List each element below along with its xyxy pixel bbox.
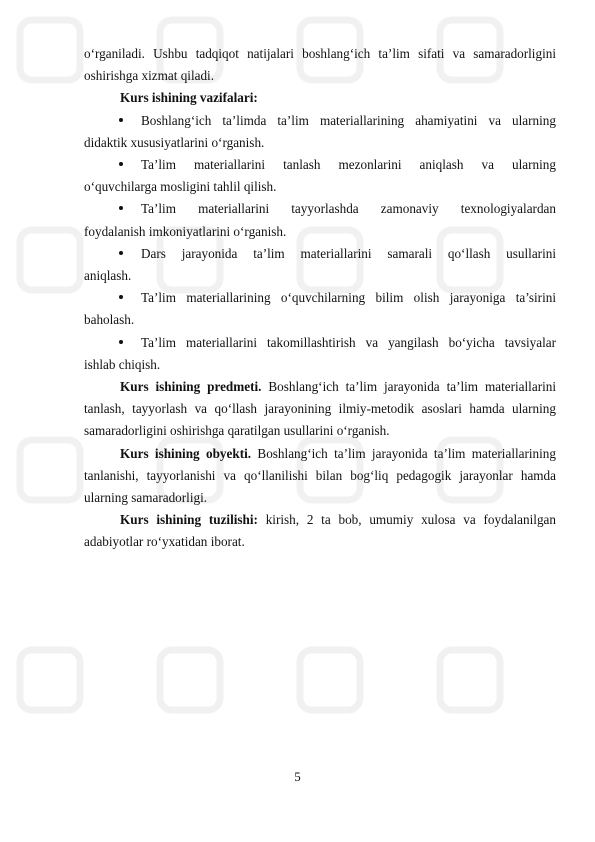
task-item-4 [84, 243, 556, 287]
task-item-1 [84, 110, 556, 154]
subject-text: Boshlang‘ich ta’lim jarayonida ta’lim materiallarini tanlash, tayyorlash va qo‘llash jarayonining ilmiy-metodik asoslari hamda ularning samaradorligini oshirishga qaratilgan usullarini o‘rganish. [84, 379, 557, 439]
bullet-icon [119, 162, 123, 166]
task-line-continued: aniqlash. [84, 268, 132, 284]
page-number: 5 [294, 769, 301, 784]
bullet-icon [119, 251, 123, 255]
task-line-continued: didaktik xususiyatlarini o‘rganish. [84, 134, 265, 150]
tasks-heading: Kurs ishining vazifalari: [120, 90, 258, 106]
task-line: Ta’lim materiallarini tanlash mezonlarini aniqlash va ularning [141, 157, 556, 173]
bullet-icon [119, 118, 123, 122]
structure-text: kirish, 2 ta bob, umumiy xulosa va foydalanilgan adabiyotlar ro‘yxatidan iborat. [84, 512, 556, 550]
task-line-continued: foydalanish imkoniyatlarini o‘rganish. [84, 223, 287, 239]
bullet-icon [119, 340, 123, 344]
task-line-continued: ishlab chiqish. [84, 356, 161, 372]
task-line: Boshlang‘ich ta’limda ta’lim materiallarining ahamiyatini va ularning [141, 112, 556, 128]
task-line-continued: o‘quvchilarga mosligini tahlil qilish. [84, 179, 277, 195]
subject-label: Kurs ishining predmeti. [120, 379, 262, 395]
subject-paragraph [84, 376, 556, 443]
object-label: Kurs ishining obyekti. [120, 445, 252, 461]
document-body [84, 43, 556, 554]
intro-paragraph: o‘rganiladi. Ushbu tadqiqot natijalari boshlang‘ich ta’lim sifati va samaradorligini oshirishga xizmat qiladi. [84, 46, 556, 84]
task-item-6 [84, 332, 556, 376]
task-line: Dars jarayonida ta’lim materiallarini samarali qo‘llash usullarini [141, 245, 556, 261]
structure-paragraph [84, 509, 556, 553]
task-item-2 [84, 154, 556, 198]
structure-label: Kurs ishining tuzilishi: [120, 512, 258, 528]
task-line: Ta’lim materiallarining o‘quvchilarning bilim olish jarayoniga ta’sirini [141, 290, 556, 306]
task-line: Ta’lim materiallarini tayyorlashda zamonaviy texnologiyalardan [141, 201, 556, 217]
task-item-5 [84, 287, 556, 331]
object-paragraph [84, 443, 556, 510]
task-line-continued: baholash. [84, 312, 135, 328]
object-text: Boshlang‘ich ta’lim jarayonida ta’lim materiallarining tanlanishi, tayyorlanishi va qo‘llanilishi bilan bog‘liq pedagogik jarayonlar hamda ularning samaradorligi. [84, 445, 556, 506]
task-item-3 [84, 198, 556, 242]
task-line: Ta’lim materiallarini takomillashtirish va yangilash bo‘yicha tavsiyalar [141, 334, 556, 350]
